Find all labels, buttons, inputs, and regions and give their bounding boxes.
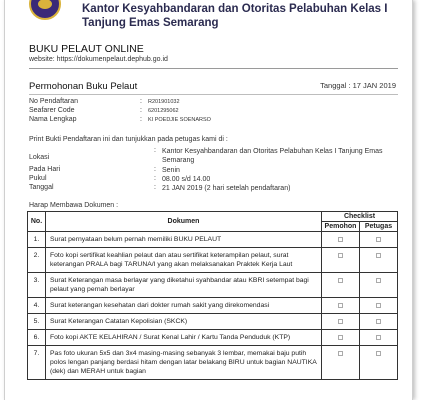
table-row: 7. Pas foto ukuran 5x5 dan 3x4 masing-masing sebanyak 3 lembar, memakai baju putih polos lengan panjang berdasi hitam dengan latar belakang BIRU untuk bagian NAUTIKA (dek) dan MERAH untuk bagian (28, 346, 398, 380)
checkbox[interactable] (376, 351, 381, 356)
ministry-logo (29, 0, 61, 20)
checkbox[interactable] (338, 253, 343, 258)
day-label: Pada Hari (29, 166, 61, 173)
date-value: 21 JAN 2019 (2 hari setelah pendaftaran) (162, 185, 291, 192)
field-label: Nama Lengkap (29, 116, 77, 123)
checkbox[interactable] (338, 237, 343, 242)
checkbox[interactable] (376, 278, 381, 283)
document-page: Kantor Kesyahbandaran dan Otoritas Pelabuhan Kelas I Tanjung Emas Semarang BUKU PELAUT ONLINE website: https://dokumenpelaut.dephub.go.id Permohonan Buku Pelaut Tanggal : 17 JAN 2019 No Pendaftaran : R201901032 Seafarer Code : 6201295062 Nama Lengkap : KI POEDJIE SOENARSO Print Bukti Pendaftaran ini dan tunjukkan pada petugas kami di : Lokasi : Kantor Kesyahbandaran dan Otoritas Pelabuhan Kelas I Tanjung Emas Semarang Pada Hari : Senin Pukul : 08.00 s/d 14.00 Tanggal : 21 JAN 2019 (2 hari setelah pendaftaran) Harap Membawa Dokumen : No. Dokumen Checklist Pemohon Petugas 1. Surat pernyataan belum pernah memiliki BUKU PELAUT 2. Foto kopi sertifikat keahlian pelaut dan atau sertifikat keterampilan pelaut, surat keterangan PRALA bagi TARUNA/I yang akan melaksanakan Praktek Kerja Laut 3. Surat Keterangan masa berlayar yang diketahui syahbandar atau KBRI setempat bagi pelaut yang pernah berlayar 4. Surat keterangan kesehatan dari dokter rumah sakit yang direkomendasi 5. Surat Keterangan Catatan Kepolisian (SKCK) 6. Foto kopi AKTE KELAHIRAN / Surat Kenal Lahir / Kartu Tanda Penduduk (KTP) 7. Pas foto ukuran 5x5 dan 3x4 masing-masing sebanyak 3 lembar, memakai baju putih polos lengan panjang berdasi hitam dengan latar belakang BIRU untuk bagian NAUTIKA (dek) dan MERAH untuk bagian (4, 0, 413, 400)
location-value: Kantor Kesyahbandaran dan Otoritas Pelabuhan Kelas I Tanjung Emas Semarang (162, 148, 383, 164)
documents-table (27, 211, 398, 380)
documents-intro: Harap Membawa Dokumen : (29, 202, 119, 209)
table-row: 2. Foto kopi sertifikat keahlian pelaut dan atau sertifikat keterampilan pelaut, surat keterangan PRALA bagi TARUNA/I yang akan melaksanakan Praktek Kerja Laut (28, 248, 398, 273)
col-petugas: Petugas (360, 222, 398, 232)
checkbox[interactable] (338, 303, 343, 308)
request-date: Tanggal : 17 JAN 2019 (320, 81, 396, 90)
day-value: Senin (162, 167, 180, 174)
field-row: Nama Lengkap : KI POEDJIE SOENARSO (29, 116, 211, 123)
checkbox[interactable] (338, 351, 343, 356)
field-row: Seafarer Code : 6201295062 (29, 107, 179, 114)
field-value: 6201295062 (148, 108, 179, 114)
table-row: 3. Surat Keterangan masa berlayar yang diketahui syahbandar atau KBRI setempat bagi pelaut yang pernah berlayar (28, 273, 398, 298)
divider (29, 94, 398, 95)
request-title: Permohonan Buku Pelaut (29, 81, 138, 92)
table-row: 4. Surat keterangan kesehatan dari dokter rumah sakit yang direkomendasi (28, 298, 398, 314)
field-row: No Pendaftaran : R201901032 (29, 98, 180, 105)
col-checklist: Checklist (322, 212, 398, 222)
checkbox[interactable] (376, 303, 381, 308)
organization-title: Kantor Kesyahbandaran dan Otoritas Pelabuhan Kelas I Tanjung Emas Semarang (82, 3, 388, 29)
table-row: 6. Foto kopi AKTE KELAHIRAN / Surat Kenal Lahir / Kartu Tanda Penduduk (KTP) (28, 330, 398, 346)
checkbox[interactable] (376, 319, 381, 324)
checkbox[interactable] (338, 319, 343, 324)
field-label: No Pendaftaran (29, 98, 79, 105)
checkbox[interactable] (338, 278, 343, 283)
checkbox[interactable] (376, 237, 381, 242)
time-value: 08.00 s/d 14.00 (162, 176, 211, 183)
field-label: Seafarer Code (29, 107, 75, 114)
checkbox[interactable] (376, 253, 381, 258)
table-row: 5. Surat Keterangan Catatan Kepolisian (SKCK) (28, 314, 398, 330)
date-label: Tanggal (29, 184, 54, 191)
checkbox[interactable] (338, 335, 343, 340)
field-value: R201901032 (148, 99, 180, 105)
field-value: KI POEDJIE SOENARSO (148, 117, 211, 123)
website-text: website: https://dokumenpelaut.dephub.go.id (29, 56, 168, 63)
app-title: BUKU PELAUT ONLINE (29, 43, 144, 55)
col-no: No. (28, 212, 46, 232)
col-pemohon: Pemohon (322, 222, 360, 232)
checkbox[interactable] (376, 335, 381, 340)
table-row: 1. Surat pernyataan belum pernah memiliki BUKU PELAUT (28, 232, 398, 248)
instruction-text: Print Bukti Pendaftaran ini dan tunjukkan pada petugas kami di : (29, 136, 228, 143)
location-label: Lokasi (29, 154, 50, 161)
col-document: Dokumen (46, 212, 322, 232)
divider (29, 68, 398, 69)
time-label: Pukul (29, 175, 47, 182)
